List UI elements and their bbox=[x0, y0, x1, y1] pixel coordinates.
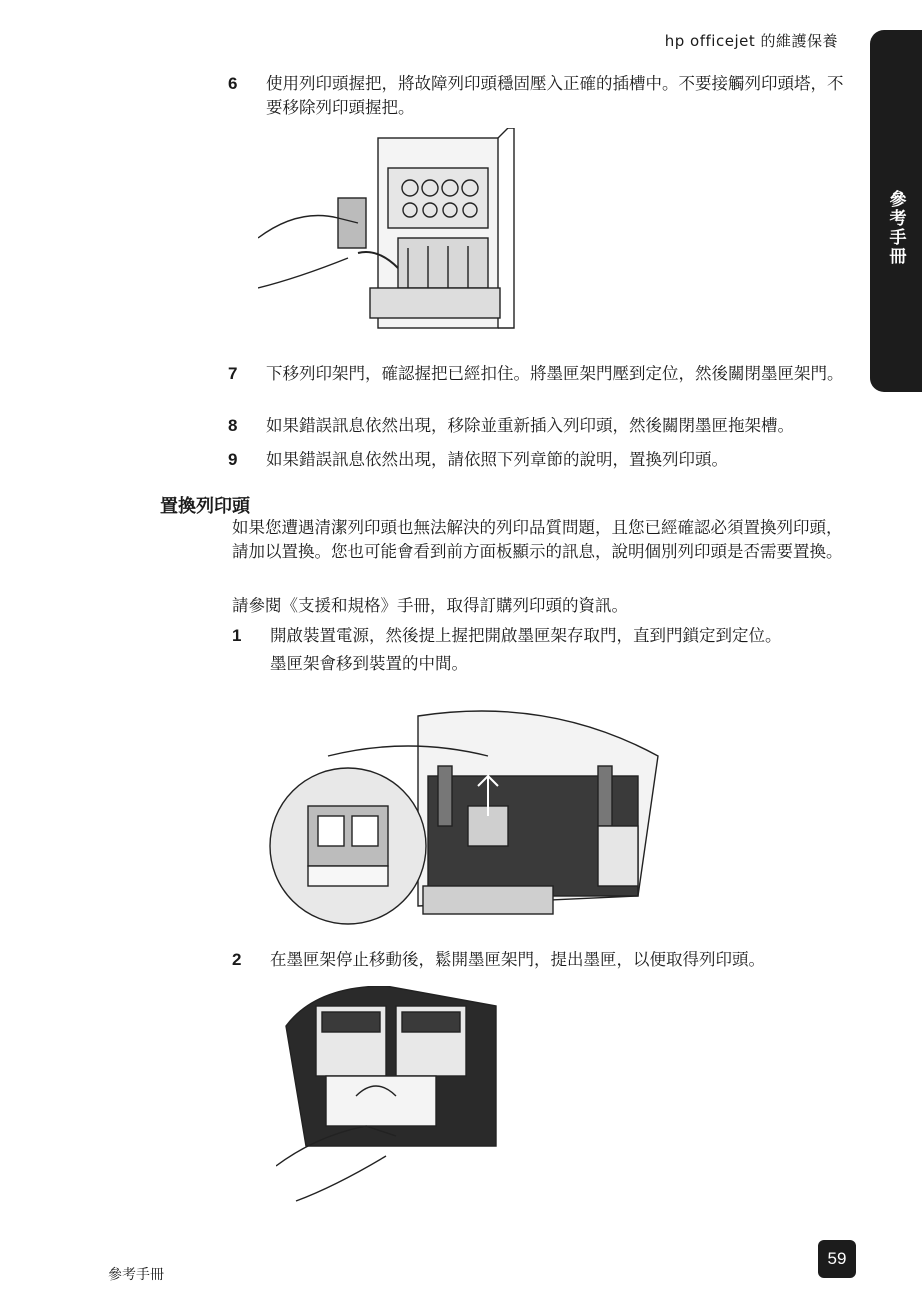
step-number: 9 bbox=[228, 450, 238, 469]
page-number: 59 bbox=[818, 1240, 856, 1278]
side-tab-label: 參考手冊 bbox=[885, 190, 906, 266]
section-paragraph-1: 如果您遭遇清潔列印頭也無法解決的列印品質問題，且您已經確認必須置換列印頭，請加以置換。您也可能會看到前方面板顯示的訊息，說明個別列印頭是否需要置換。 bbox=[232, 518, 843, 561]
step-number: 1 bbox=[232, 626, 242, 645]
section-side-tab bbox=[870, 30, 922, 392]
step-text: 如果錯誤訊息依然出現，請依照下列章節的說明，置換列印頭。 bbox=[266, 450, 728, 469]
open-access-door-illustration bbox=[268, 696, 668, 930]
remove-cartridge-illustration bbox=[276, 986, 506, 1206]
step-number: 2 bbox=[232, 950, 242, 969]
step-7 bbox=[228, 362, 848, 386]
footer-label: 參考手冊 bbox=[108, 1267, 164, 1283]
section-paragraph-2: 請參閱《支援和規格》手冊，取得訂購列印頭的資訊。 bbox=[232, 596, 628, 615]
printhead-insertion-illustration bbox=[258, 128, 538, 348]
step-1 bbox=[232, 624, 852, 648]
step-text: 下移列印架門，確認握把已經扣住。將墨匣架門壓到定位，然後關閉墨匣架門。 bbox=[266, 364, 844, 383]
step-9 bbox=[228, 448, 848, 472]
step-text: 開啟裝置電源，然後提上握把開啟墨匣架存取門，直到門鎖定到定位。 bbox=[270, 626, 782, 645]
step-number: 8 bbox=[228, 416, 238, 435]
step-6 bbox=[228, 72, 848, 120]
section-title: 置換列印頭 bbox=[160, 496, 250, 517]
step-number: 7 bbox=[228, 364, 238, 383]
page-header-title: hp officejet 的維護保養 bbox=[664, 32, 838, 50]
step-2 bbox=[232, 948, 852, 972]
step-text: 如果錯誤訊息依然出現，移除並重新插入列印頭，然後關閉墨匣拖架槽。 bbox=[266, 416, 794, 435]
step-number: 6 bbox=[228, 74, 238, 93]
step-1-subtext: 墨匣架會移到裝置的中間。 bbox=[270, 654, 468, 673]
step-8 bbox=[228, 414, 848, 438]
step-text: 在墨匣架停止移動後，鬆開墨匣架門，提出墨匣，以便取得列印頭。 bbox=[270, 950, 765, 969]
step-text: 使用列印頭握把，將故障列印頭穩固壓入正確的插槽中。不要接觸列印頭塔，不要移除列印頭握把。 bbox=[266, 74, 844, 117]
